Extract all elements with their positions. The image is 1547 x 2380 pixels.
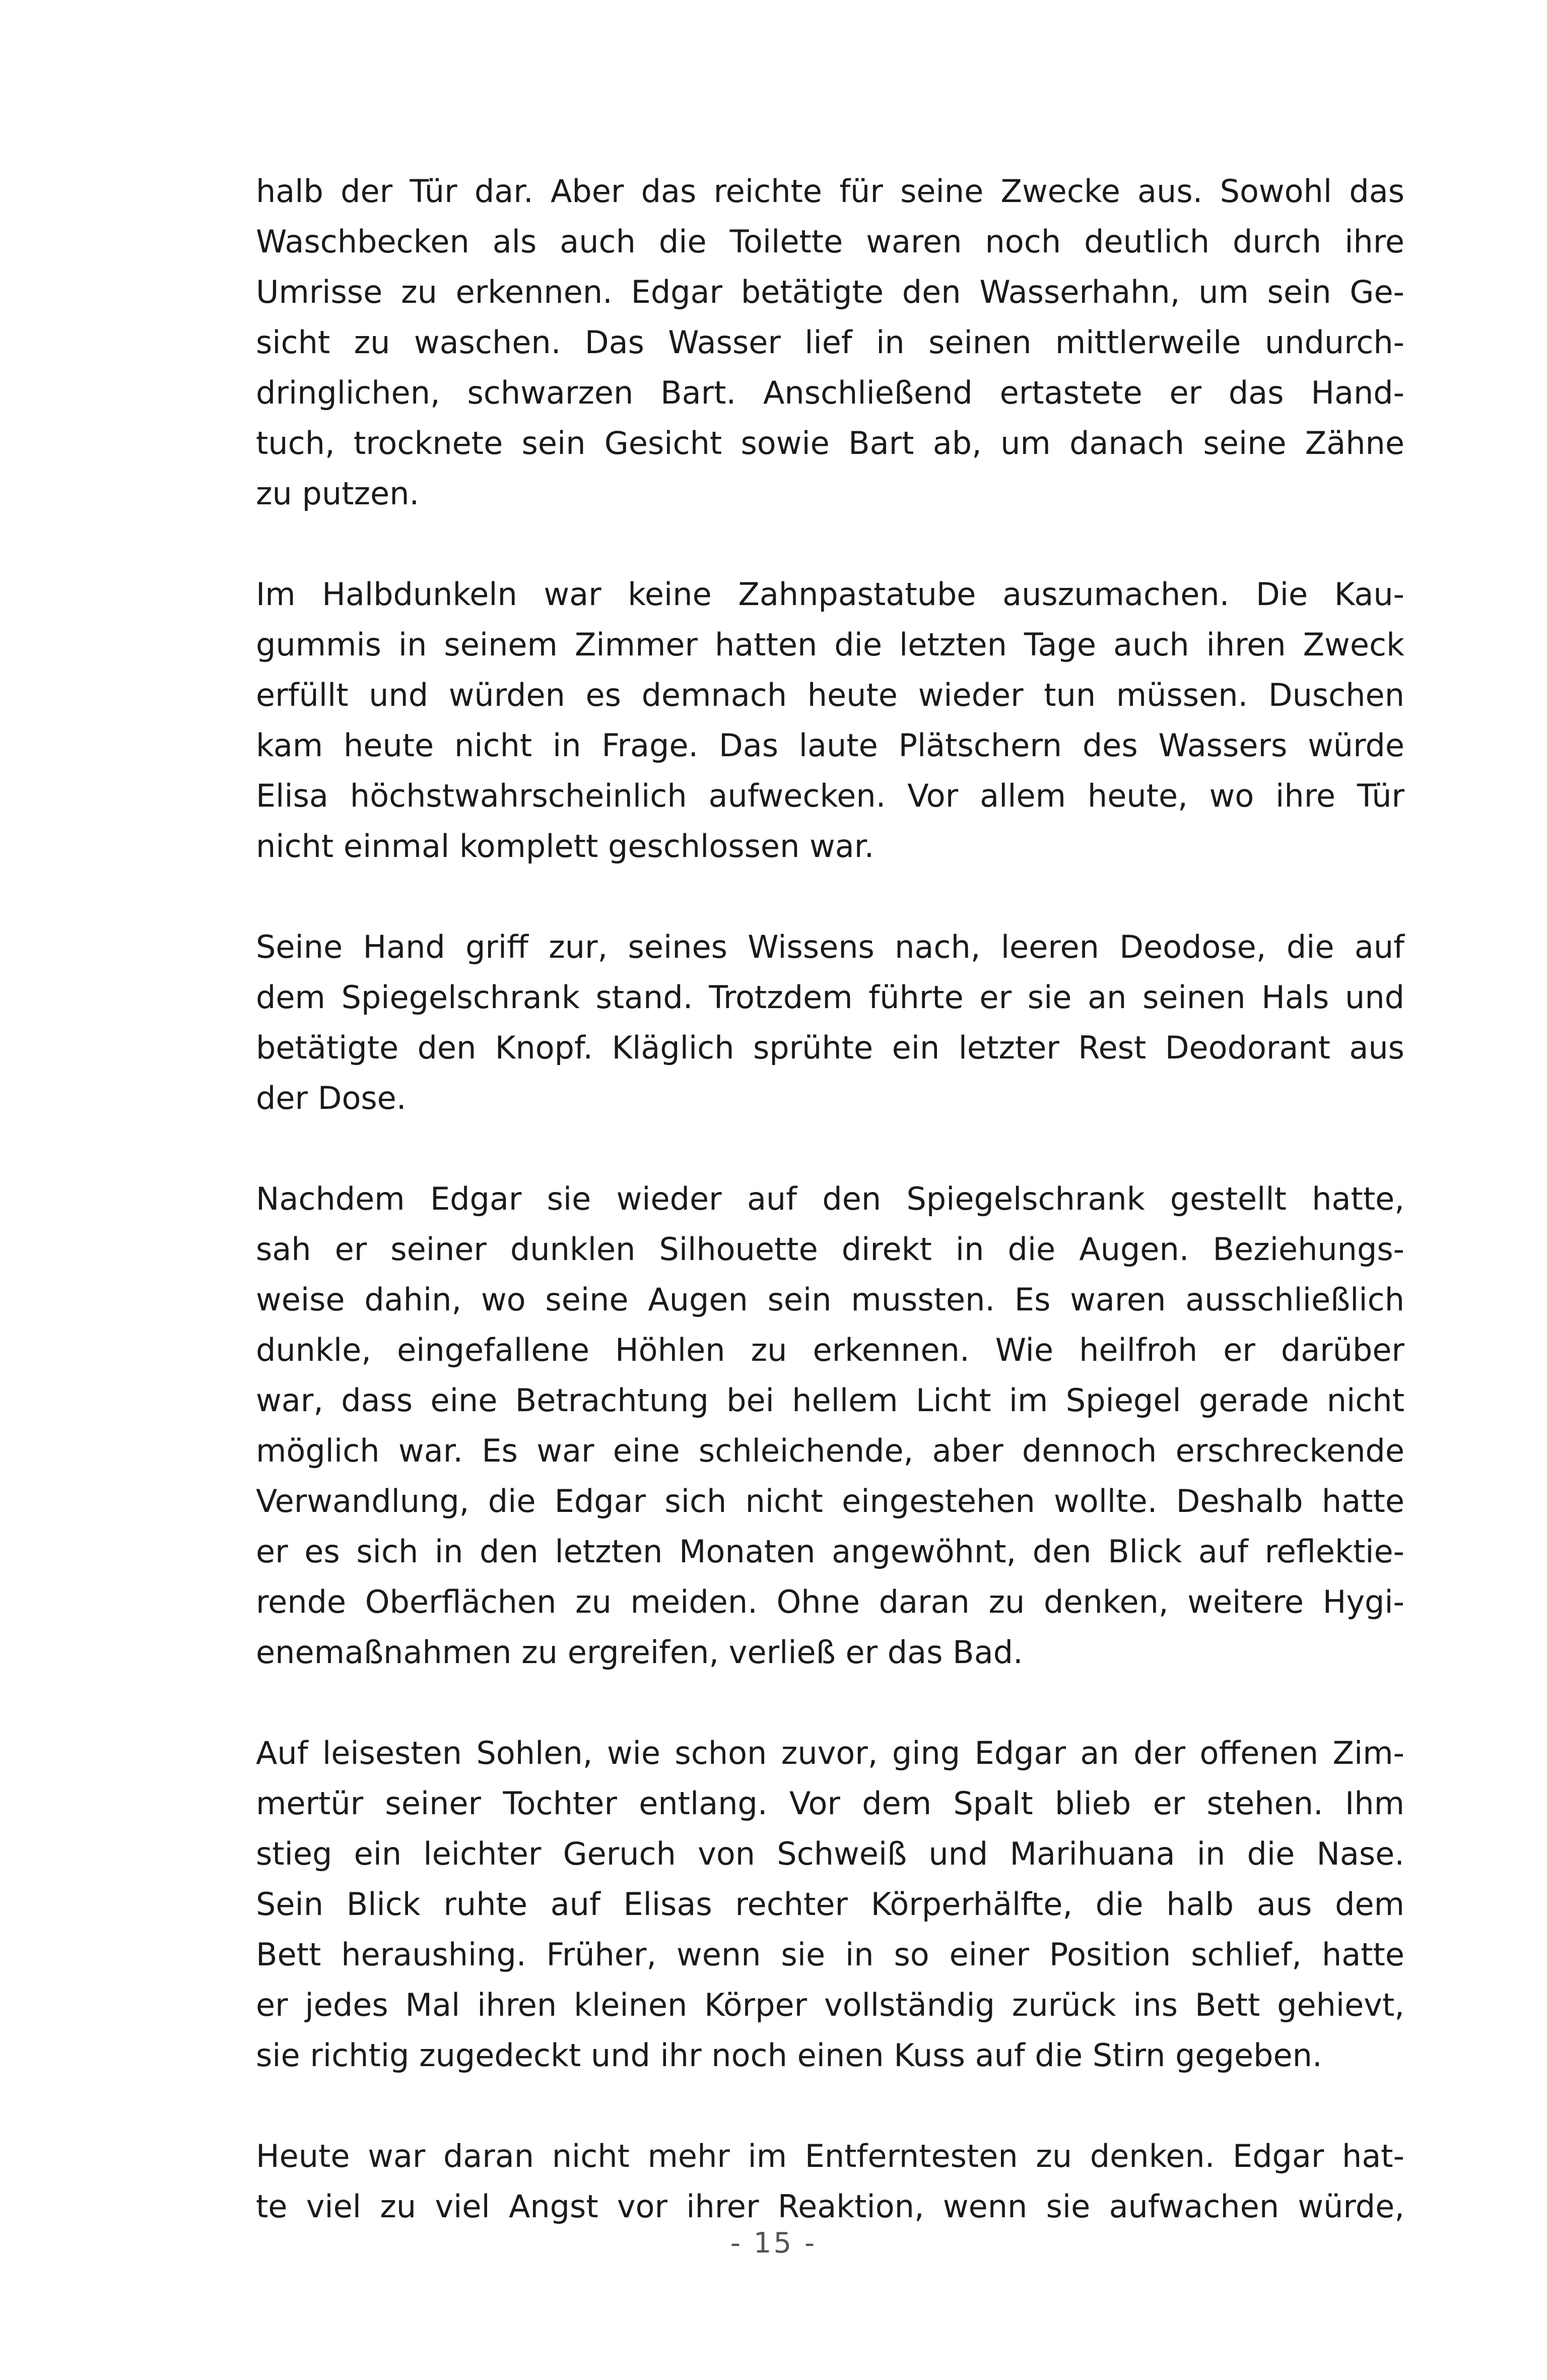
paragraph <box>256 2131 1404 2232</box>
text-line: sie richtig zugedeckt und ihr noch einen Kuss auf die Stirn gegeben. <box>256 2037 1322 2074</box>
paragraph <box>256 1728 1404 2081</box>
text-line: Auf leisesten Sohlen, wie schon zuvor, ging Edgar an der offenen Zim- <box>256 1735 1404 1771</box>
text-line: dringlichen, schwarzen Bart. Anschließend ertastete er das Hand- <box>256 374 1404 411</box>
paragraph <box>256 569 1404 872</box>
page-number: - 15 - <box>730 2227 817 2260</box>
text-line: zu putzen. <box>256 475 420 512</box>
text-line: kam heute nicht in Frage. Das laute Plätschern des Wassers würde <box>256 727 1404 764</box>
paragraph <box>256 166 1404 519</box>
text-line: tuch, trocknete sein Gesicht sowie Bart ab, um danach seine Zähne <box>256 425 1404 461</box>
text-line: dem Spiegelschrank stand. Trotzdem führte er sie an seinen Hals und <box>256 979 1404 1016</box>
text-line: stieg ein leichter Geruch von Schweiß und Marihuana in die Nase. <box>256 1835 1404 1872</box>
text-line: te viel zu viel Angst vor ihrer Reaktion, wenn sie aufwachen würde, <box>256 2188 1404 2225</box>
text-line: er es sich in den letzten Monaten angewöhnt, den Blick auf reflektie- <box>256 1533 1404 1570</box>
text-line: Seine Hand griff zur, seines Wissens nach, leeren Deodose, die auf <box>256 929 1404 965</box>
text-line: sah er seiner dunklen Silhouette direkt in die Augen. Beziehungs- <box>256 1231 1404 1268</box>
text-line: war, dass eine Betrachtung bei hellem Licht im Spiegel gerade nicht <box>256 1382 1404 1419</box>
text-line: er jedes Mal ihren kleinen Körper vollständig zurück ins Bett gehievt, <box>256 1987 1404 2023</box>
paragraph <box>256 922 1404 1123</box>
text-line: weise dahin, wo seine Augen sein mussten. Es waren ausschließlich <box>256 1281 1404 1318</box>
text-line: Verwandlung, die Edgar sich nicht eingestehen wollte. Deshalb hatte <box>256 1483 1404 1519</box>
text-line: mertür seiner Tochter entlang. Vor dem Spalt blieb er stehen. Ihm <box>256 1785 1404 1822</box>
text-line: Waschbecken als auch die Toilette waren noch deutlich durch ihre <box>256 223 1404 260</box>
text-line: dunkle, eingefallene Höhlen zu erkennen. Wie heilfroh er darüber <box>256 1332 1404 1368</box>
text-line: Umrisse zu erkennen. Edgar betätigte den Wasserhahn, um sein Ge- <box>256 274 1404 310</box>
text-line: rende Oberflächen zu meiden. Ohne daran zu denken, weitere Hygi- <box>256 1583 1404 1620</box>
text-line: enemaßnahmen zu ergreifen, verließ er das Bad. <box>256 1634 1023 1671</box>
text-line: erfüllt und würden es demnach heute wieder tun müssen. Duschen <box>256 677 1404 713</box>
text-line: Bett heraushing. Früher, wenn sie in so einer Position schlief, hatte <box>256 1936 1404 1973</box>
text-line: Im Halbdunkeln war keine Zahnpastatube auszumachen. Die Kau- <box>256 576 1404 613</box>
text-line: Heute war daran nicht mehr im Entferntesten zu denken. Edgar hat- <box>256 2138 1404 2174</box>
text-line: sicht zu waschen. Das Wasser lief in seinen mittlerweile undurch- <box>256 324 1404 361</box>
body-text <box>256 166 1404 2282</box>
text-line: halb der Tür dar. Aber das reichte für seine Zwecke aus. Sowohl das <box>256 173 1404 210</box>
text-line: der Dose. <box>256 1080 407 1116</box>
text-line: betätigte den Knopf. Kläglich sprühte ein letzter Rest Deodorant aus <box>256 1029 1404 1066</box>
text-line: Sein Blick ruhte auf Elisas rechter Körperhälfte, die halb aus dem <box>256 1886 1404 1923</box>
text-line: möglich war. Es war eine schleichende, aber dennoch erschreckende <box>256 1432 1404 1469</box>
text-line: Elisa höchstwahrscheinlich aufwecken. Vor allem heute, wo ihre Tür <box>256 777 1404 814</box>
text-line: Nachdem Edgar sie wieder auf den Spiegelschrank gestellt hatte, <box>256 1180 1404 1217</box>
text-line: nicht einmal komplett geschlossen war. <box>256 828 875 865</box>
paragraph <box>256 1174 1404 1678</box>
text-line: gummis in seinem Zimmer hatten die letzten Tage auch ihren Zweck <box>256 626 1404 663</box>
